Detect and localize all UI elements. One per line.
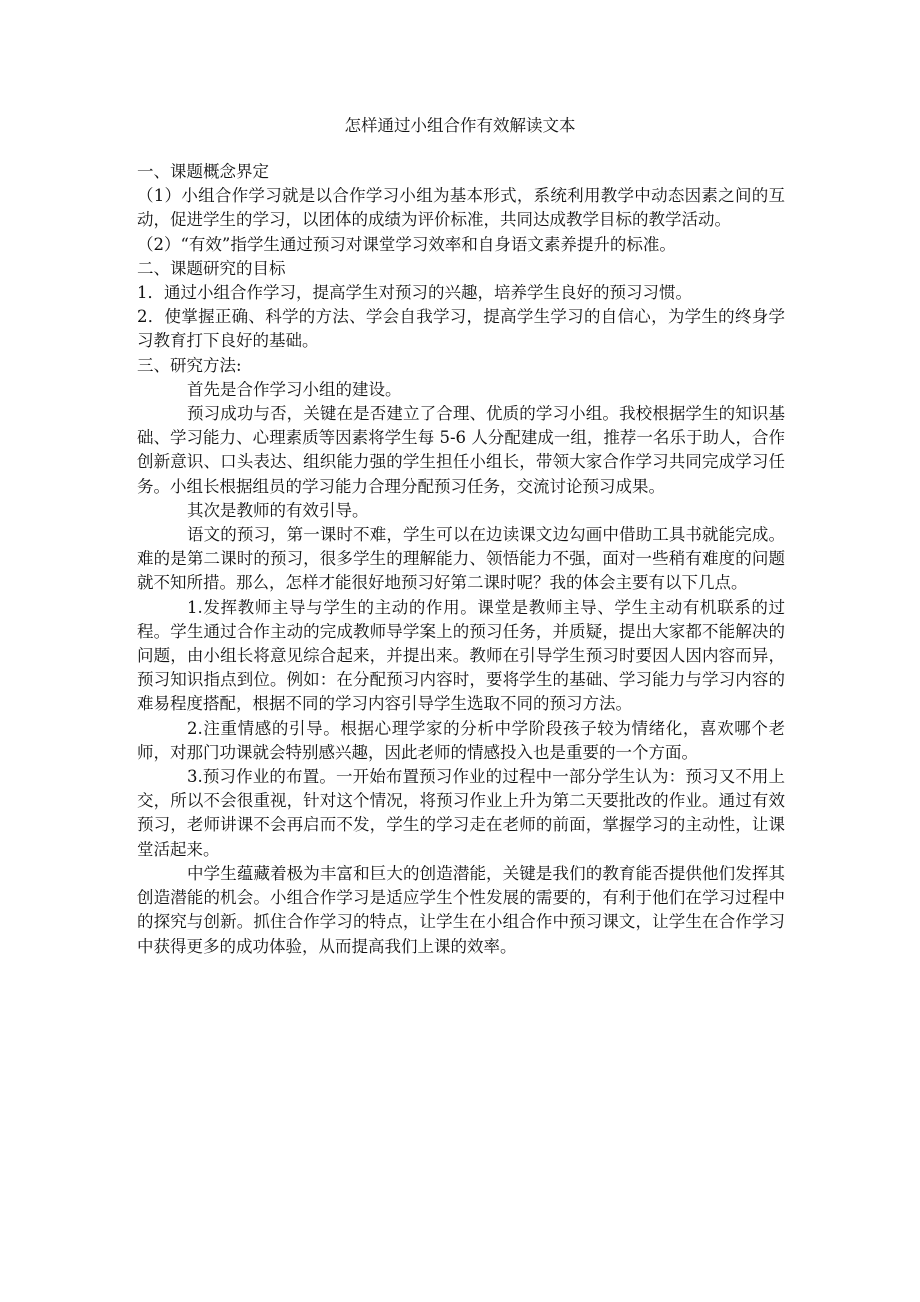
section-1-paragraph-2: （2）“有效”指学生通过预习对课堂学习效率和自身语文素养提升的标准。 [137,234,676,254]
section-1-heading: 一、课题概念界定 [137,162,269,181]
section-2-paragraph-2: 2．使掌握正确、科学的方法、学会自我学习，提高学生学习的自信心，为学生的终身学习教育打下良好的基础。 [137,307,785,351]
section-3-paragraph-3: 其次是教师的有效引导。 [187,500,369,520]
section-3-paragraph-6: 2.注重情感的引导。根据心理学家的分析中学阶段孩子较为情绪化，喜欢哪个老师，对那门功课就会特别感兴趣，因此老师的情感投入也是重要的一个方面。 [137,718,785,762]
section-3-paragraph-2: 预习成功与否，关键在是否建立了合理、优质的学习小组。我校根据学生的知识基础、学习能力、心理素质等因素将学生每 5-6 人分配建成一组，推荐一名乐于助人，合作创新意识、口头表达、组织能力强的学生担任小组长，带领大家合作学习共同完成学习任务。小组长根据组员的学习能力合理分配预习任务，交流讨论预习成果。 [137,404,785,496]
section-2-heading: 二、课题研究的目标 [137,258,286,278]
section-3-paragraph-1: 首先是合作学习小组的建设。 [187,379,402,399]
section-3-paragraph-4: 语文的预习，第一课时不难，学生可以在边读课文边勾画中借助工具书就能完成。难的是第二课时的预习，很多学生的理解能力、领悟能力不强，面对一些稍有难度的问题就不知所措。那么，怎样才能很好地预习好第二课时呢？我的体会主要有以下几点。 [137,525,785,593]
section-3-paragraph-7: 3.预习作业的布置。一开始布置预习作业的过程中一部分学生认为：预习又不用上交，所以不会很重视，针对这个情况，将预习作业上升为第二天要批改的作业。通过有效预习，老师讲课不会再启而不发，学生的学习走在老师的前面，掌握学习的主动性，让课堂活起来。 [137,767,785,859]
section-3-paragraph-5: 1.发挥教师主导与学生的主动的作用。课堂是教师主导、学生主动有机联系的过程。学生通过合作主动的完成教师导学案上的预习任务，并质疑，提出大家都不能解决的问题，由小组长将意见综合起来，并提出来。教师在引导学生预习时要因人因内容而异，预习知识指点到位。例如：在分配预习内容时，要将学生的基础、学习能力与学习内容的难易程度搭配，根据不同的学习内容引导学生选取不同的预习方法。 [137,597,785,714]
section-3-paragraph-8: 中学生蕴藏着极为丰富和巨大的创造潜能，关键是我们的教育能否提供他们发挥其创造潜能的机会。小组合作学习是适应学生个性发展的需要的，有利于他们在学习过程中的探究与创新。抓住合作学习的特点，让学生在小组合作中预习课文，让学生在合作学习中获得更多的成功体验，从而提高我们上课的效率。 [137,863,785,956]
document-title: 怎样通过小组合作有效解读文本 [344,116,576,135]
section-3-heading: 三、研究方法: [137,355,242,375]
section-1-paragraph-1: （1）小组合作学习就是以合作学习小组为基本形式，系统利用教学中动态因素之间的互动，促进学生的学习，以团体的成绩为评价标准，共同达成教学目标的教学活动。 [137,186,785,230]
section-2-paragraph-1: 1．通过小组合作学习，提高学生对预习的兴趣，培养学生良好的预习习惯。 [137,283,692,303]
document-body [137,160,785,959]
